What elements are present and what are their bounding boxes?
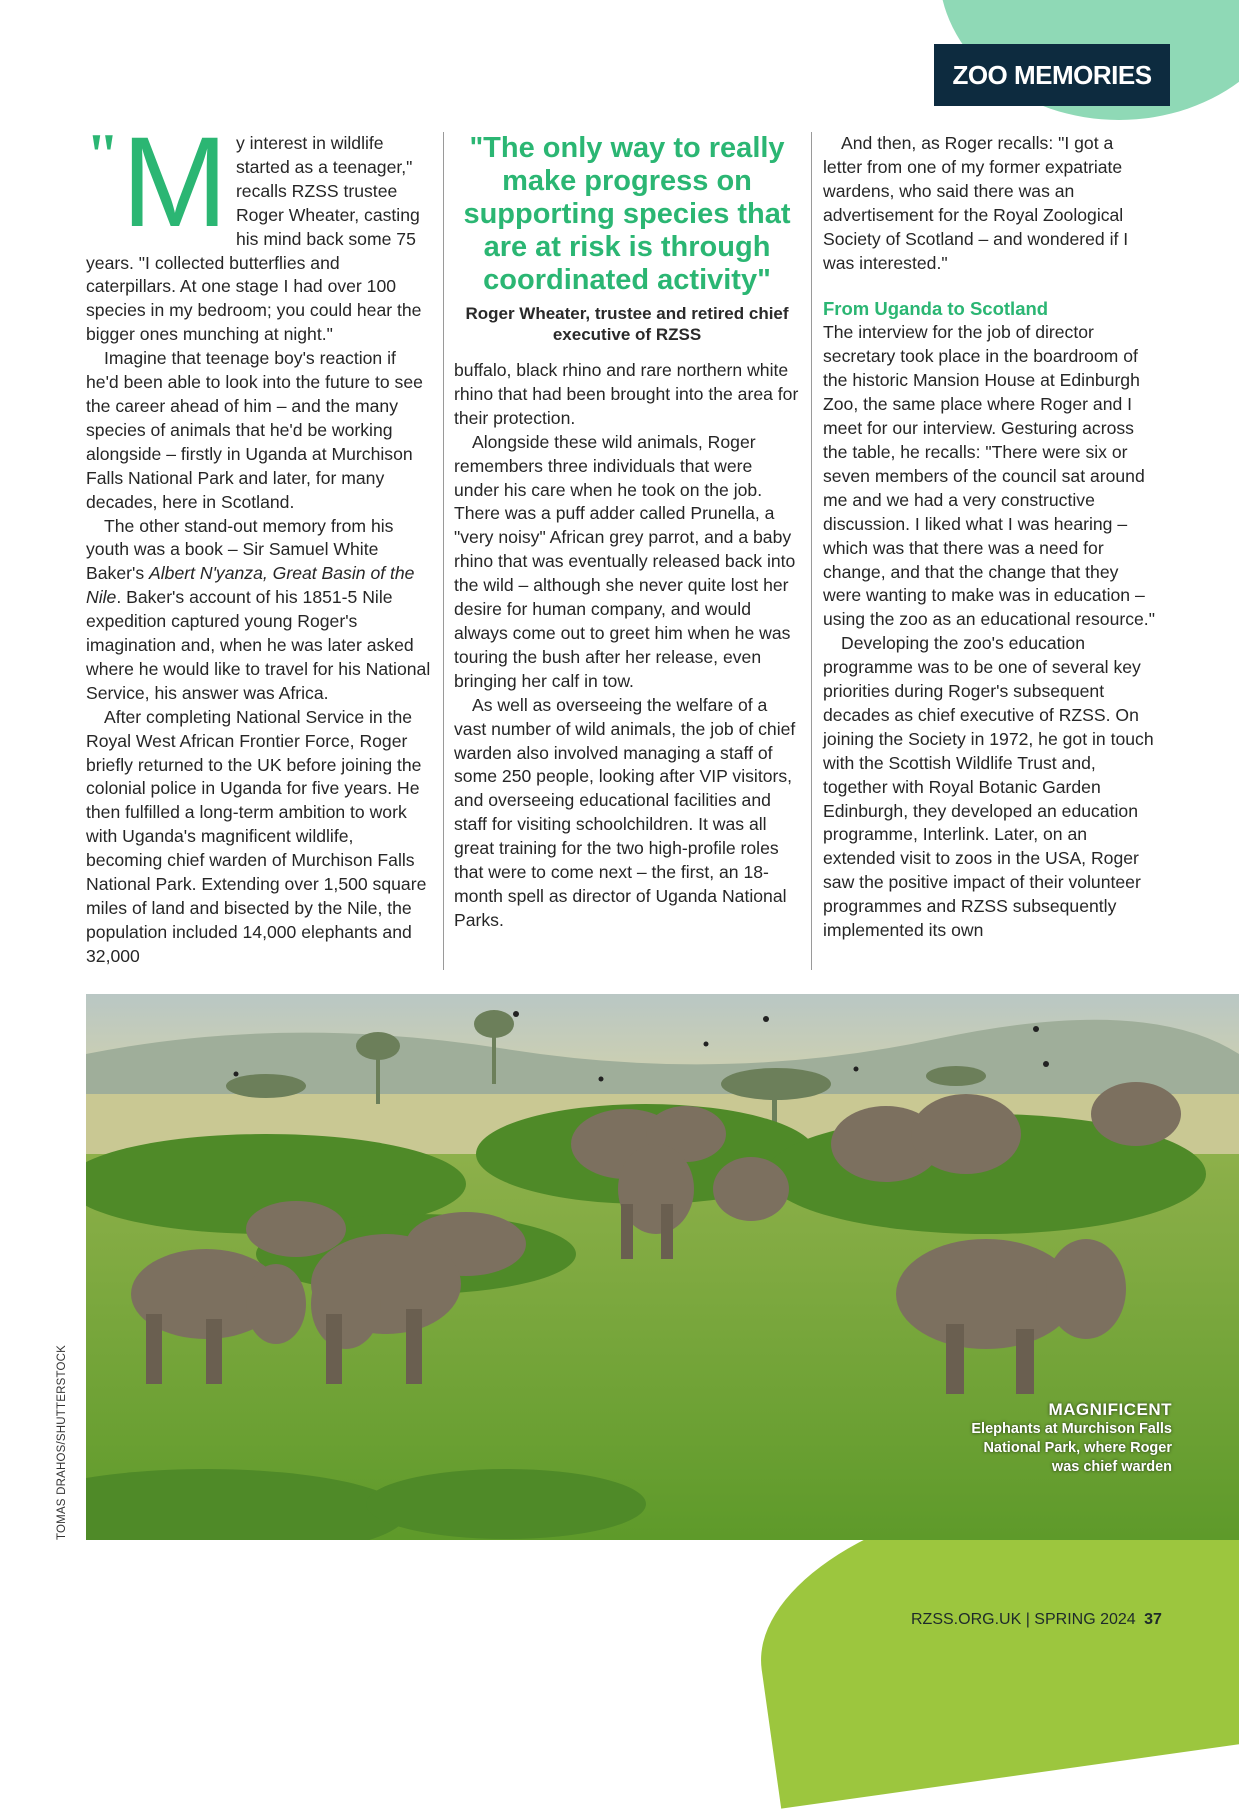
photo-credit: TOMAS DRAHOS/SHUTTERSTOCK: [56, 1345, 68, 1540]
footer-issue: SPRING 2024: [1034, 1611, 1136, 1628]
paragraph: Imagine that teenage boy's reaction if he'd been able to look into the future to see the career ahead of him – and the many species of animals that he'd be working alongside – firstly in Uganda at Murchison Falls National Park and later, for many decades, here in Scotland.: [86, 348, 423, 512]
paragraph: The interview for the job of director secretary took place in the boardroom of the historic Mansion House at Edinburgh Zoo, the same place where Roger and I meet for our interview. Gesturing across the table, he recalls: "There were six or seven members of the council sat around me and we had a very constructive discussion. I liked what I was hearing – which was that there was a need for change, and that the change that they were wanting to make was in education – using the zoo as an educational resource.": [823, 322, 1155, 630]
section-tag: ZOO MEMORIES: [934, 44, 1170, 106]
subheading: From Uganda to Scotland: [823, 298, 1049, 320]
paragraph: Alongside these wild animals, Roger remembers three individuals that were under his care when he took on the job. There was a puff adder called Prunella, a "very noisy" African grey parrot, and a baby rhino that was eventually released back into the wild – although she never quite lost her desire for human company, and would always come out to greet him when he was touring the bush after her release, even bringing her calf in tow.: [454, 431, 796, 691]
paragraph: Developing the zoo's education programme was to be one of several key priorities during Roger's subsequent decades as chief executive of RZSS. On joining the Society in 1972, he got in touch with the Scottish Wildlife Trust and, together with Royal Botanic Garden Edinburgh, they developed an education programme, Interlink. Later, on an extended visit to zoos in the USA, Roger saw the positive impact of their volunteer programmes and RZSS subsequently implemented its own: [823, 633, 1154, 941]
dropcap-quote-mark: ": [86, 122, 120, 188]
pull-quote-text: "The only way to really make progress on supporting species that are at risk is through coordinated activity": [463, 132, 791, 296]
book-title: Albert N'yanza, Great Basin of the Nile: [86, 563, 415, 608]
pull-quote: [454, 132, 800, 345]
column-divider: [443, 132, 444, 970]
caption-text: Elephants at Murchison Falls National Park, where Roger was chief warden: [971, 1421, 1172, 1475]
caption-title: MAGNIFICENT: [1048, 1400, 1172, 1419]
dropcap-letter: M: [121, 111, 228, 254]
pull-quote-attribution: Roger Wheater, trustee and retired chief executive of RZSS: [465, 304, 789, 344]
opening-paragraph: [86, 111, 431, 347]
footer-site: RZSS.ORG.UK: [911, 1611, 1022, 1628]
paragraph: And then, as Roger recalls: "I got a letter from one of my former expatriate wardens, who said there was an advertisement for the Royal Zoological Society of Scotland – and wondered if I was interested.": [823, 133, 1129, 273]
paragraph: buffalo, black rhino and rare northern white rhino that had been brought into the area for their protection.: [454, 360, 799, 428]
paragraph-text: . Baker's account of his 1851-5 Nile expedition captured young Roger's imagination and, when he was later asked where he would like to travel for his National Service, his answer was Africa.: [86, 587, 431, 703]
footer-separator: |: [1025, 1611, 1030, 1628]
paragraph-text: The other stand-out memory from his youth was a book – Sir Samuel White Baker's: [86, 515, 394, 584]
article-column-2: [454, 132, 800, 933]
paragraph: As well as overseeing the welfare of a vast number of wild animals, the job of chief warden also involved managing a staff of some 250 people, looking after VIP visitors, and overseeing educational facilities and staff for visiting schoolchildren. It was all great training for the two high-profile roles that were to come next – the first, an 18-month spell as director of Uganda National Parks.: [454, 694, 796, 930]
column-divider: [811, 132, 812, 970]
paragraph-text: y interest in wildlife started as a teenager," recalls RZSS trustee Roger Wheater, casting his mind back some 75 years. "I collected butterflies and caterpillars. At one stage I had over 100 species in my bedroom; you could hear the bigger ones munching at night.": [86, 133, 422, 345]
page-number: 37: [1144, 1611, 1162, 1628]
paragraph: After completing National Service in the Royal West African Frontier Force, Roger briefly returned to the UK before joining the colonial police in Uganda for five years. He then fulfilled a long-term ambition to work with Uganda's magnificent wildlife, becoming chief warden of Murchison Falls National Park. Extending over 1,500 square miles of land and bisected by the Nile, the population included 14,000 elephants and 32,000: [86, 706, 427, 966]
article-column-1: [86, 111, 431, 969]
paragraph: [86, 515, 431, 706]
photo-caption: [960, 1400, 1172, 1477]
article-column-3: [823, 132, 1155, 943]
page-footer: [911, 1611, 1162, 1629]
